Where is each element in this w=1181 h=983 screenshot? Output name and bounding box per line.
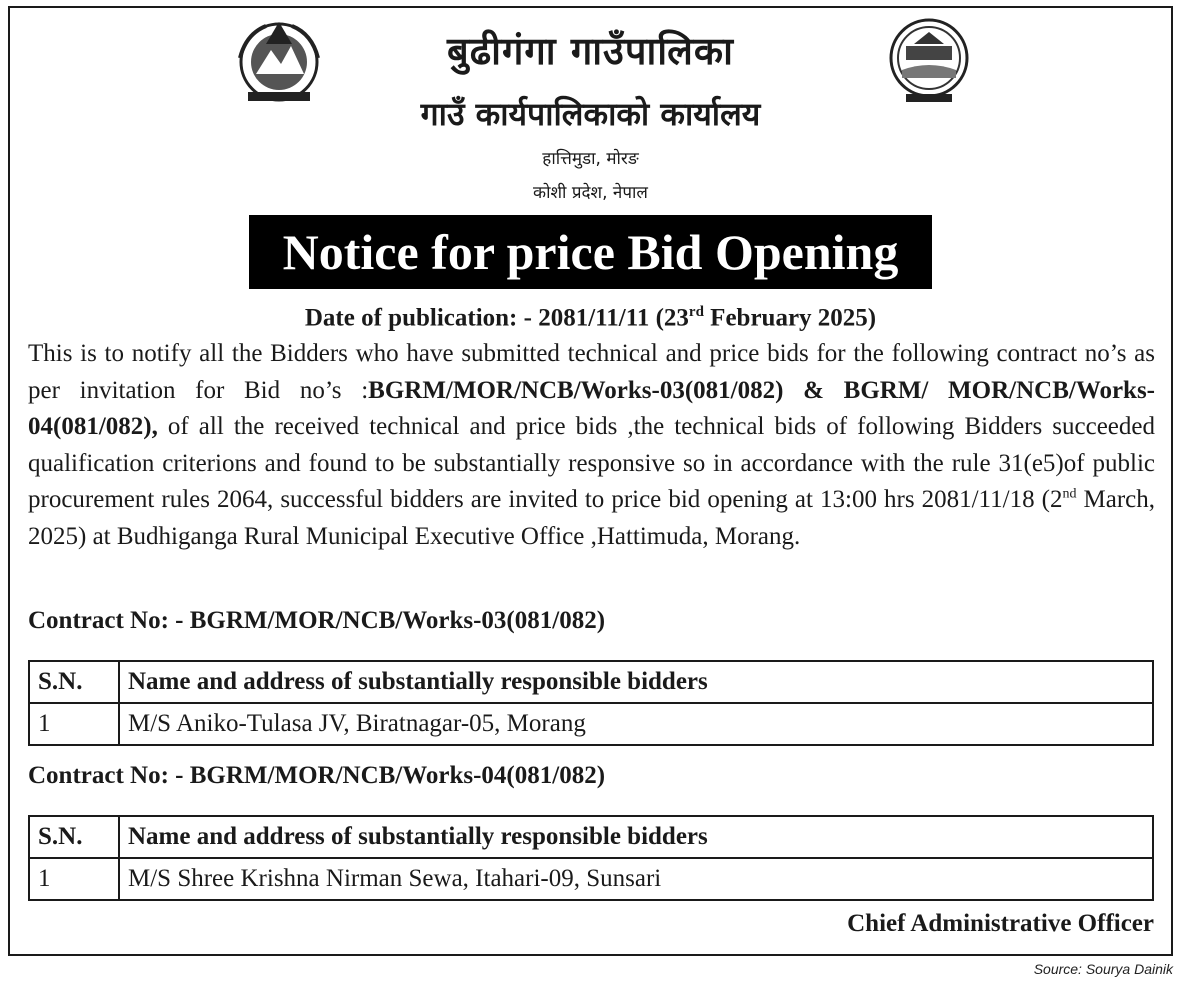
bidders-table-1 — [28, 660, 1154, 746]
row-sn: 1 — [29, 703, 119, 745]
row-bidder: M/S Aniko-Tulasa JV, Biratnagar-05, Morang — [119, 703, 1153, 745]
column-header-sn: S.N. — [29, 816, 119, 858]
address-line-1: हात्तिमुडा, मोरङ — [542, 149, 639, 169]
row-sn: 1 — [29, 858, 119, 900]
bid-references: BGRM/MOR/NCB/Works-03(081/082) & BGRM/ MOR/NCB/Works-04(081/082), — [28, 376, 1156, 440]
signatory-title: Chief Administrative Officer — [847, 910, 1154, 937]
contract-heading-1: Contract No: - BGRM/MOR/NCB/Works-03(081/082) — [28, 607, 606, 634]
column-header-name: Name and address of substantially responsible bidders — [119, 661, 1153, 703]
publication-date — [0, 304, 1181, 332]
table-row — [29, 858, 1153, 900]
notice-body — [28, 336, 1155, 555]
body-part-1: This is to notify all the Bidders who have submitted technical and price bids for the following contract no’s as per invitation for Bid no’s : — [28, 340, 1155, 404]
publication-date-suffix: February 2025) — [703, 304, 877, 332]
table-header-row — [29, 661, 1153, 703]
row-bidder: M/S Shree Krishna Nirman Sewa, Itahari-09, Sunsari — [119, 858, 1153, 900]
address-line-2: कोशी प्रदेश, नेपाल — [533, 183, 648, 203]
publication-date-prefix: Date of publication: - 2081/11/11 (23 — [304, 304, 689, 332]
municipality-name: बुढीगंगा गाउँपालिका — [447, 29, 734, 73]
opening-date-sup: nd — [1062, 486, 1077, 502]
bidders-table-2 — [28, 815, 1154, 901]
body-part-3: March, 2025) at Budhiganga Rural Municipal Executive Office ,Hattimuda, Morang. — [28, 486, 1155, 550]
column-header-name: Name and address of substantially responsible bidders — [119, 816, 1153, 858]
table-header-row — [29, 816, 1153, 858]
publication-date-sup: rd — [688, 304, 704, 320]
contract-heading-2: Contract No: - BGRM/MOR/NCB/Works-04(081/082) — [28, 762, 606, 789]
body-part-2: of all the received technical and price bids ,the technical bids of following Bidders succeeded qualification criterions and found to be substantially responsive so in accordance with the rule 31(e5)of public procurement rules 2064, successful bidders are invited to price bid opening at 13:00 hrs 2081/11/18 (2 — [28, 413, 1155, 513]
column-header-sn: S.N. — [29, 661, 119, 703]
office-name: गाउँ कार्यपालिकाको कार्यालय — [420, 95, 761, 133]
table-row — [29, 703, 1153, 745]
source-caption: Source: Sourya Dainik — [1033, 961, 1173, 977]
notice-title: Notice for price Bid Opening — [249, 215, 932, 289]
